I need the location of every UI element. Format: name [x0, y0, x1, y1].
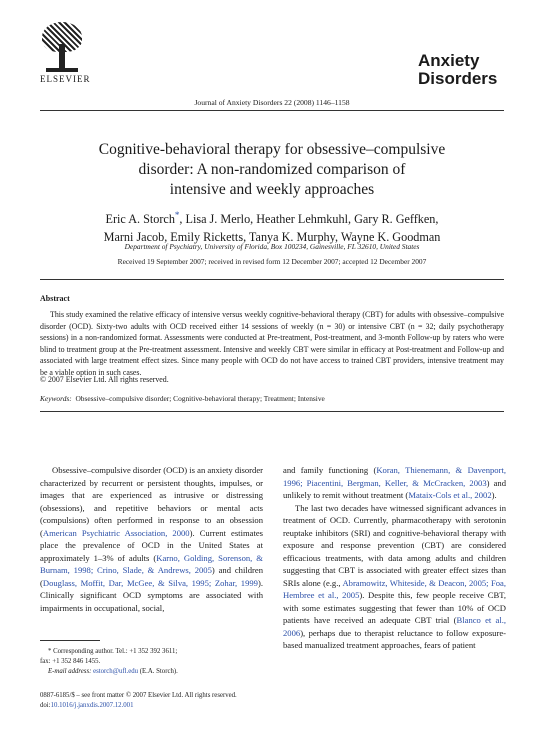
keywords-text: Obsessive–compulsive disorder; Cognitive-behavioral therapy; Treatment; Intensive	[75, 394, 325, 403]
right-paragraph-2	[283, 502, 506, 652]
title-line-2: disorder: A non-randomized comparison of	[138, 161, 406, 178]
journal-logo-line1: Anxiety	[418, 51, 480, 70]
email-link[interactable]: estorch@ufl.edu	[93, 668, 139, 675]
abstract-bottom-divider	[40, 411, 504, 412]
right-paragraph-1	[283, 464, 506, 502]
title-line-1: Cognitive-behavioral therapy for obsessive–compulsive	[98, 141, 446, 158]
body-column-left	[40, 464, 263, 614]
footnote-tel: * Corresponding author. Tel.: +1 352 392 3611;	[48, 648, 178, 655]
citation-link[interactable]: Koran, Thienemann, & Davenport, 1996; Piacentini, Bergman, Keller, & McCracken, 2003	[283, 465, 506, 488]
first-author: Eric A. Storch	[105, 212, 175, 227]
authors-line-2: Marni Jacob, Emily Ricketts, Tanya K. Murphy, Wayne K. Goodman	[103, 230, 441, 245]
corresponding-author-link[interactable]: *	[174, 210, 180, 220]
citation-link[interactable]: Douglass, Moffit, Dar, McGee, & Silva, 1995; Zohar, 1999	[42, 577, 258, 588]
doi-line	[40, 701, 237, 711]
keywords	[40, 394, 325, 403]
footnote	[40, 647, 265, 677]
email-label: E-mail address:	[48, 668, 92, 675]
elsevier-logo	[40, 20, 91, 84]
received-dates: Received 19 September 2007; received in revised form 12 December 2007; accepted 12 December 2007	[117, 257, 427, 266]
left-text-2: ). Current estimates place the prevalence of OCD in the United States at approximately 1–3% of adults (	[40, 527, 263, 563]
right-text-4: The last two decades have witnessed significant advances in treatment of OCD. Currently, pharmacotherapy with serotonin reuptake inhibitors (SRI) and cognitive-behavioral therapy with exposure and response prevention (CBT) are considered efficacious treatments, with data among adults and children suggesting that CBT is associated with greater effect sizes than SRIs alone (e.g.,	[283, 502, 506, 588]
right-text-1: and family functioning (	[283, 465, 377, 475]
doi-label: doi:	[40, 702, 51, 709]
keywords-label: Keywords:	[40, 394, 72, 403]
left-text-1: Obsessive–compulsive disorder (OCD) is an anxiety disorder characterized by recurrent or persistent thoughts, impulses, or images that are experienced as intrusive or distressing (obsessions), and repetitive behaviors or mental acts (compulsions) often performed in response to an obsession (	[40, 465, 263, 538]
abstract-copyright: © 2007 Elsevier Ltd. All rights reserved.	[40, 375, 169, 384]
author-list	[0, 206, 544, 246]
doi-link[interactable]: 10.1016/j.janxdis.2007.12.001	[50, 702, 134, 709]
header-divider	[40, 110, 504, 111]
journal-citation: Journal of Anxiety Disorders 22 (2008) 1146–1158	[194, 98, 350, 107]
footnote-email	[40, 667, 265, 677]
title-line-3: intensive and weekly approaches	[169, 181, 375, 198]
footnote-fax: fax: +1 352 846 1455.	[40, 658, 101, 665]
citation-link[interactable]: Abramowitz, Whiteside, & Deacon, 2005; Foa, Hembree et al., 2005	[283, 577, 506, 600]
right-text-5: ). Despite this, few people receive CBT, with some estimates suggesting that fewer than 10% of OCD patients have received an adequate CBT trial (	[283, 590, 506, 625]
abstract-text: This study examined the relative efficacy of intensive versus weekly cognitive-behavioral therapy (CBT) for adults with obsessive–compulsive disorder (OCD). Sixty-two adults with OCD received either 14 sessions of weekly (n = 30) or intensive CBT (n = 32; daily psychotherapy sessions) in a non-randomized format. Assessments were conducted at Pre-treatment, Post-treatment, and 3-month Follow-up by raters who were blind to treatment group at the Pre-treatment assessment. Intensive and weekly CBT were similar in efficacy at Post-treatment and Follow-up and associated with large treatment effect sizes. Since many people with OCD do not have access to trained CBT providers, intensive treatment may be a viable option in such cases.	[40, 310, 504, 377]
footnote-divider	[40, 640, 100, 641]
authors-line-1-rest: , Lisa J. Merlo, Heather Lehmkuhl, Gary R. Geffken,	[179, 212, 439, 227]
elsevier-tree-icon	[40, 20, 84, 72]
email-suffix: (E.A. Storch).	[139, 668, 178, 675]
right-text-2: ) and unlikely to remit without treatment (	[283, 477, 507, 500]
citation-link[interactable]: Blanco et al., 2006	[283, 615, 507, 638]
article-title	[0, 140, 544, 200]
citation-link[interactable]: American Psychiatric Association, 2000	[42, 527, 190, 538]
left-text-4: ). Clinically significant OCD symptoms are associated with impairments in occupational, social,	[40, 577, 263, 613]
right-text-3: ).	[491, 490, 497, 500]
citation-link[interactable]: Karno, Golding, Sorenson, & Burnam, 1998; Crino, Slade, & Andrews, 2005	[40, 552, 263, 575]
abstract-heading: Abstract	[40, 294, 70, 303]
issn-line: 0887-6185/$ – see front matter © 2007 Elsevier Ltd. All rights reserved.	[40, 692, 237, 699]
publisher-name: ELSEVIER	[40, 74, 91, 84]
right-text-6: ), perhaps due to therapist reluctance to follow exposure-based manualized treatment approaches, fears of patient	[283, 627, 506, 650]
left-text-3: ) and children (	[40, 565, 263, 588]
affiliation: Department of Psychiatry, University of Florida, Box 100234, Gainesville, FL 32610, United States	[124, 242, 420, 251]
journal-logo-line2: Disorders	[418, 69, 498, 88]
abstract-top-divider	[40, 279, 504, 280]
journal-logo	[418, 52, 504, 88]
page-footer	[40, 691, 237, 711]
authors-line-1	[0, 206, 544, 228]
body-column-right	[283, 464, 506, 652]
citation-link[interactable]: Mataix-Cols et al., 2002	[408, 490, 492, 500]
